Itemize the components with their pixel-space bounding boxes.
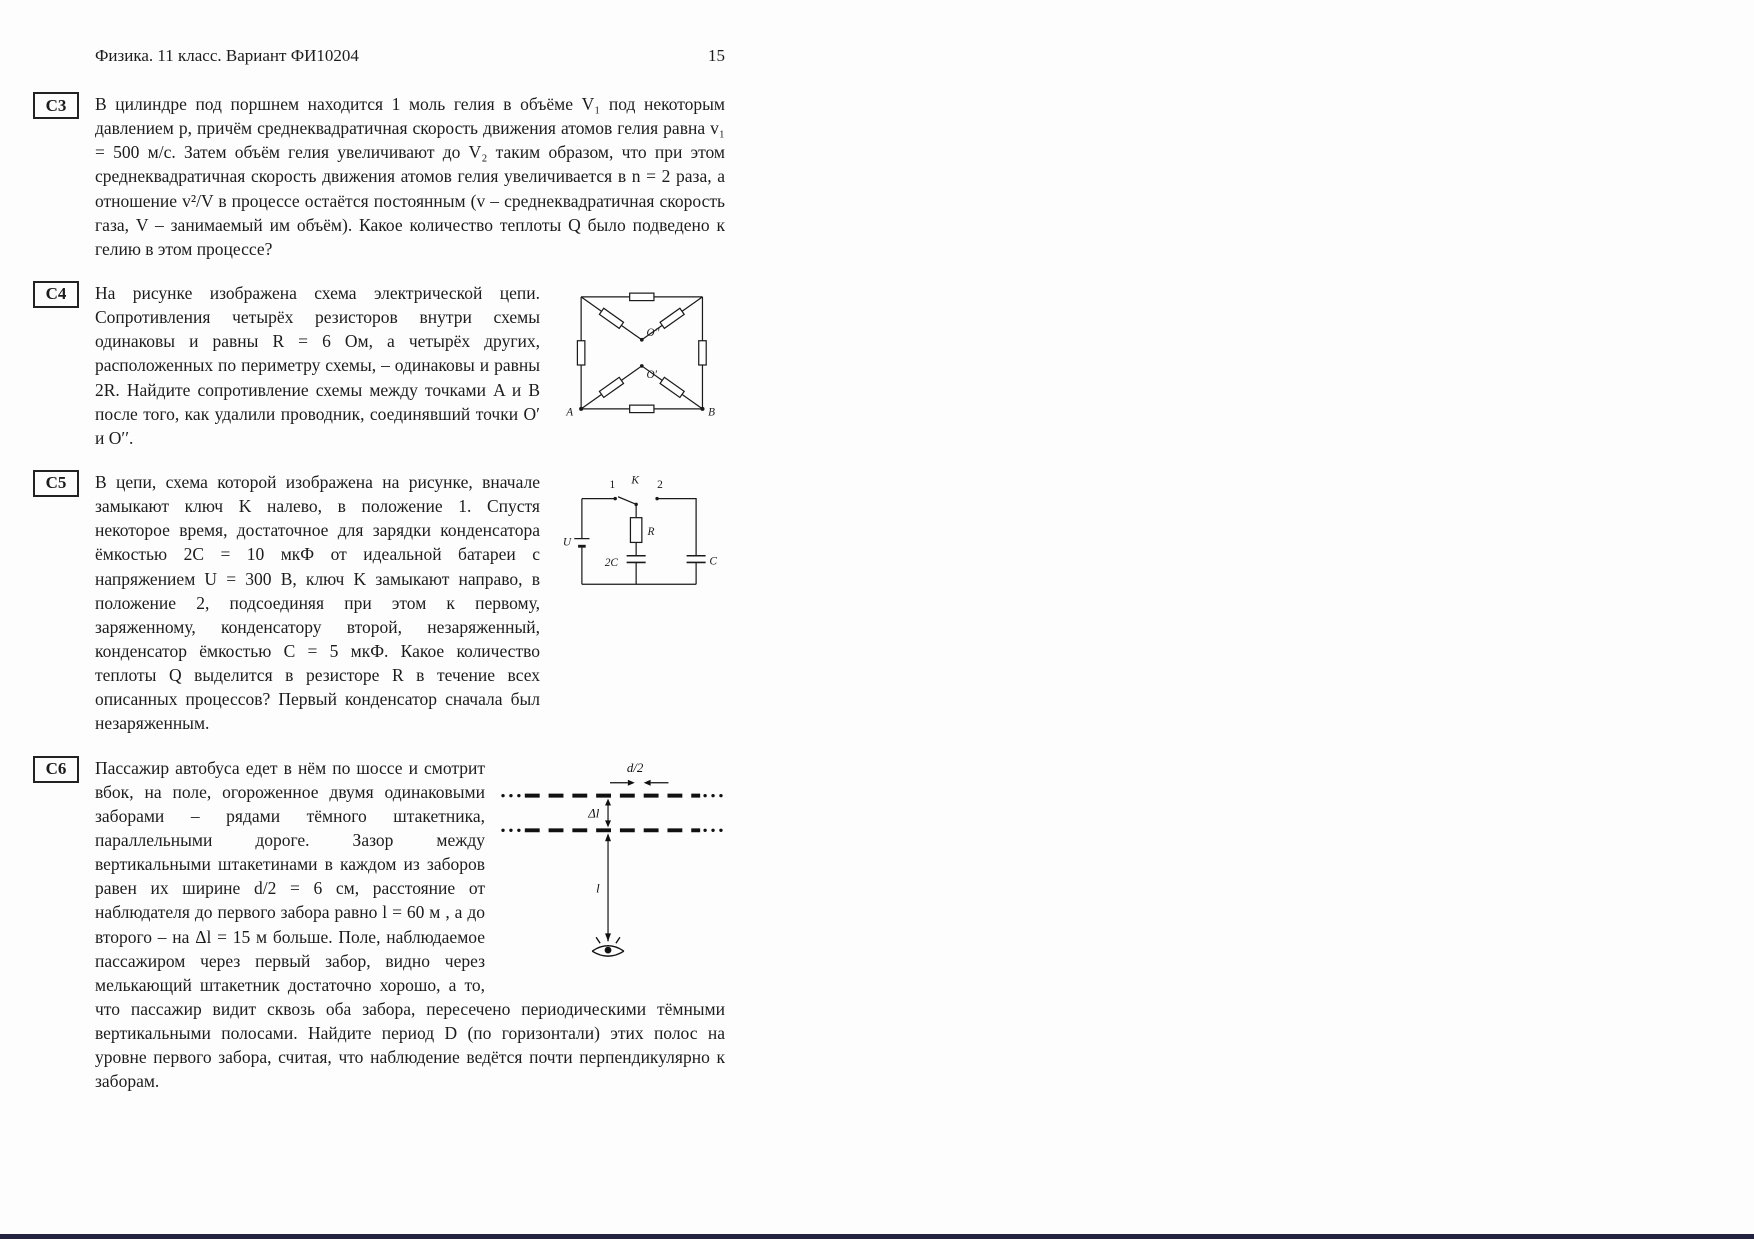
c4-label-b: B (707, 406, 715, 419)
problem-text-c5: В цепи, схема которой изображена на рисунке, вначале замыкают ключ K налево, в положение 1. Спустя некоторое время, достаточное для зарядки конденсатора ёмкостью 2C = 10 мкФ от идеальной батареи с напряжением U = 300 В, ключ K замыкают направо, в положение 2, подсоединяя при этом к первому, заряженному, конденсатору второй, незаряженный, конденсатор ёмкостью C = 5 мкФ. Какое количество теплоты Q выделится в резисторе R в течение всех описанных процессов? Первый конденсатор сначала был незаряженным. (95, 471, 540, 734)
page-bottom-edge (0, 1234, 1754, 1239)
document-title: Физика. 11 класс. Вариант ФИ10204 (95, 46, 359, 65)
c6-fence-diagram (497, 756, 725, 968)
c5-label-2c: 2C (604, 557, 618, 570)
exam-page (0, 0, 770, 1093)
c6-label-d2: d/2 (626, 760, 644, 775)
c5-label-c: C (708, 555, 717, 568)
problem-body-c6 (95, 756, 725, 1094)
problem-label-c5: C5 (33, 470, 79, 497)
c6-diagram-container (497, 756, 725, 974)
c5-circuit-diagram (558, 472, 720, 610)
c6-label-l: l (596, 881, 600, 896)
problem-body-c4 (95, 281, 725, 450)
problem-text-c3: В цилиндре под поршнем находится 1 моль гелия в объёме V₁ под некоторым давлением p, причём среднеквадратичная скорость движения атомов гелия равна v₁ = 500 м/с. Затем объём гелия увеличивают до V₂ таким образом, что при этом среднеквадратичная скорость движения атомов гелия увеличивается в n = 2 раза, а отношение v²/V в процессе остаётся постоянным (v – среднеквадратичная скорость газа, V – занимаемый им объём). Какое количество теплоты Q было подведено к гелию в этом процессе? (95, 94, 725, 259)
problem-body-c5 (95, 470, 725, 736)
problem-c6 (33, 756, 770, 1094)
problem-text-c6: Пассажир автобуса едет в нём по шоссе и смотрит вбок, на поле, огороженное двумя одинаковыми заборами – рядами тёмного штакетника, параллельными дороге. Зазор между вертикальными штакетинами в каждом из заборов равен их ширине d/2 = 6 см, расстояние от наблюдателя до первого забора равно l = 60 м , а до второго – на Δl = 15 м больше. Поле, наблюдаемое пассажиром через первый забор, видно через мелькающий штакетник достаточно хорошо, а то, что пассажир видит сквозь оба забора, пересечено периодическими тёмными вертикальными полосами. Найдите период D (по горизонтали) этих полос на уровне первого забора, считая, что наблюдение ведётся почти перпендикулярно к заборам. (95, 757, 725, 1092)
c4-diagram-container (552, 281, 725, 450)
c5-label-k: K (630, 474, 639, 487)
document-header (95, 46, 725, 66)
c4-label-o1: O′ (645, 369, 657, 382)
c4-label-o2: O′′ (645, 327, 659, 340)
problem-label-c4: C4 (33, 281, 79, 308)
c5-label-2: 2 (656, 479, 663, 492)
problem-c3 (33, 92, 770, 261)
problem-label-c3: C3 (33, 92, 79, 119)
problem-body-c3 (95, 92, 725, 261)
problem-text-c4: На рисунке изображена схема электрической цепи. Сопротивления четырёх резисторов внутри схемы одинаковы и равны R = 6 Ом, а четырёх других, расположенных по периметру схемы, – одинаковы и равны 2R. Найдите сопротивление схемы между точками A и B после того, как удалили проводник, соединявший точки O′ и O′′. (95, 282, 540, 448)
c5-diagram-container (552, 470, 725, 736)
c5-label-u: U (562, 536, 571, 549)
problem-c5 (33, 470, 770, 736)
problem-label-c6: C6 (33, 756, 79, 783)
c6-label-dl: Δl (588, 805, 600, 820)
c5-label-1: 1 (608, 479, 615, 492)
page-number: 15 (708, 46, 725, 65)
c4-circuit-diagram (555, 283, 723, 433)
c5-label-r: R (647, 525, 655, 538)
c4-label-a: A (565, 406, 573, 419)
problem-c4 (33, 281, 770, 450)
